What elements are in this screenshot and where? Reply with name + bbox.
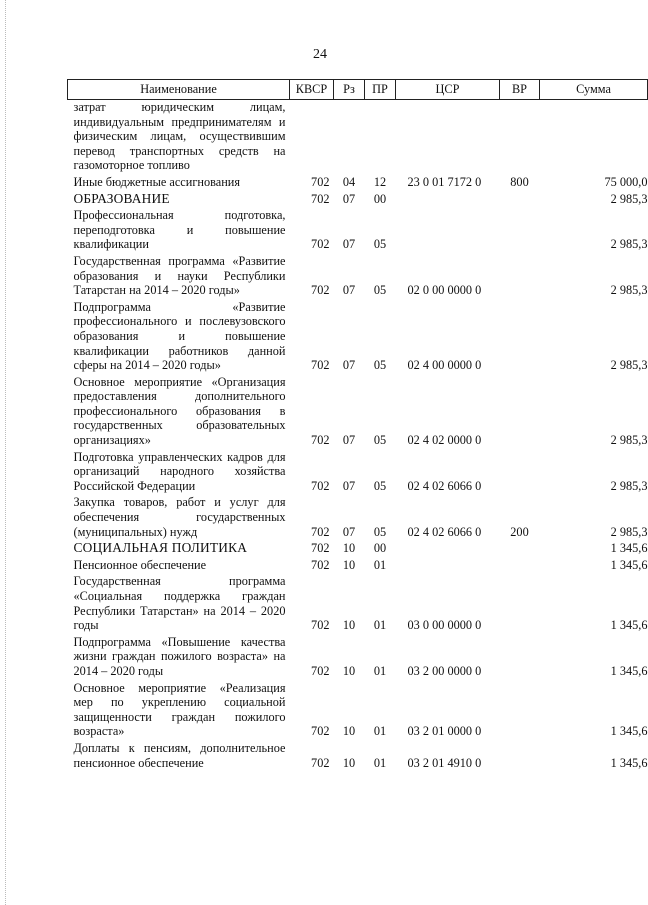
row-pr: 01 [373,724,387,739]
row-csr [396,208,500,254]
table-row [68,635,648,681]
row-rz: 10 [342,663,356,678]
table-row [68,192,648,209]
row-rz: 10 [342,724,356,739]
row-rz: 10 [342,541,356,556]
row-sum: 1 345,6 [610,541,648,556]
row-sum: 2 985,3 [610,237,648,252]
row-rz: 07 [342,237,356,252]
row-pr: 01 [373,755,387,770]
row-name: Подпрограмма «Развитие профессионального и послевузовского образования и повышение квалификации работников данной сферы на 2014 – 2020 годы» [73,299,286,373]
row-kvsr: 702 [311,755,330,770]
row-vr [500,300,540,375]
row-csr [396,541,500,558]
row-vr: 200 [510,524,529,539]
header-vr: ВР [500,80,540,100]
row-name: Подпрограмма «Повышение качества жизни граждан пожилого возраста» на 2014 – 2020 годы [73,634,286,678]
row-sum [540,100,648,175]
row-pr: 05 [373,283,387,298]
row-vr [500,450,540,496]
row-kvsr: 702 [311,283,330,298]
row-kvsr: 702 [311,433,330,448]
row-csr: 02 0 00 0000 0 [407,283,482,298]
page-number: 24 [313,47,327,62]
header-kvsr: КВСР [290,80,334,100]
row-sum: 1 345,6 [610,618,648,633]
row-rz: 07 [342,191,356,206]
row-csr: 03 0 00 0000 0 [407,618,482,633]
row-csr: 02 4 02 0000 0 [407,433,482,448]
table-row [68,300,648,375]
row-pr: 05 [373,433,387,448]
row-vr [500,741,540,772]
row-sum: 2 985,3 [610,358,648,373]
row-kvsr: 702 [311,358,330,373]
row-csr: 02 4 00 0000 0 [407,358,482,373]
header-name: Наименование [68,80,290,100]
table-row [68,254,648,300]
row-vr [500,541,540,558]
row-csr [396,192,500,209]
row-name: Основное мероприятие «Организация предоставления дополнительного профессионального образования в государственных образовательных организациях» [73,374,286,448]
table-row [68,208,648,254]
budget-table [67,79,648,772]
row-name: ОБРАЗОВАНИЕ [73,190,170,206]
row-name: Государственная программа «Развитие образования и науки Республики Татарстан на 2014 – 2020 годы» [73,253,286,298]
row-sum: 75 000,0 [604,174,648,189]
row-name: Подготовка управленческих кадров для организаций народного хозяйства Российской Федерации [73,449,286,493]
table-row [68,450,648,496]
row-csr [396,100,500,175]
row-name: СОЦИАЛЬНАЯ ПОЛИТИКА [73,540,248,556]
table-row [68,558,648,575]
row-vr [500,254,540,300]
row-csr: 02 4 02 6066 0 [407,524,482,539]
row-rz: 07 [342,283,356,298]
header-sum: Сумма [540,80,648,100]
row-rz: 10 [342,755,356,770]
row-pr: 05 [373,358,387,373]
table-header-row [68,80,648,100]
row-sum: 1 345,6 [610,663,648,678]
row-kvsr: 702 [311,724,330,739]
row-vr [500,681,540,741]
row-csr: 23 0 01 7172 0 [407,174,482,189]
table-row [68,100,648,175]
row-vr [500,100,540,175]
table-row [68,175,648,192]
row-vr [500,574,540,634]
row-kvsr [290,100,334,175]
row-csr [396,558,500,575]
row-rz: 07 [342,433,356,448]
row-name: Закупка товаров, работ и услуг для обеспечения государственных (муниципальных) нужд [73,495,286,539]
row-sum: 2 985,3 [610,433,648,448]
row-kvsr: 702 [311,237,330,252]
header-rz: Рз [334,80,365,100]
table-row [68,574,648,634]
row-kvsr: 702 [311,541,330,556]
header-pr: ПР [365,80,396,100]
row-sum: 2 985,3 [610,524,648,539]
row-csr: 03 2 01 4910 0 [407,755,482,770]
table-row [68,681,648,741]
row-pr [365,100,396,175]
row-rz: 07 [342,524,356,539]
row-csr: 02 4 02 6066 0 [407,478,482,493]
row-pr: 01 [373,663,387,678]
row-csr: 03 2 01 0000 0 [407,724,482,739]
row-sum: 1 345,6 [610,557,648,572]
row-kvsr: 702 [311,618,330,633]
row-rz [334,100,365,175]
row-rz: 07 [342,478,356,493]
scan-margin-line [5,0,7,905]
row-name: Государственная программа «Социальная поддержка граждан Республики Татарстан» на 2014 – 2020 годы [73,574,286,633]
row-pr: 00 [373,541,387,556]
row-vr [500,635,540,681]
row-sum: 1 345,6 [610,755,648,770]
row-vr: 800 [510,174,529,189]
row-pr: 00 [373,191,387,206]
row-kvsr: 702 [311,478,330,493]
row-csr: 03 2 00 0000 0 [407,663,482,678]
row-sum: 1 345,6 [610,724,648,739]
row-vr [500,208,540,254]
row-rz: 04 [342,174,356,189]
row-name: Профессиональная подготовка, переподготовка и повышение квалификации [73,208,286,252]
row-name: Основное мероприятие «Реализация мер по укреплению социальной защищенности граждан пожилого возраста» [73,680,286,739]
row-rz: 10 [342,618,356,633]
row-pr: 05 [373,478,387,493]
row-name: Иные бюджетные ассигнования [73,174,241,189]
table-row [68,741,648,772]
table-row [68,375,648,450]
row-kvsr: 702 [311,174,330,189]
row-pr: 05 [373,237,387,252]
table-row [68,541,648,558]
row-vr [500,375,540,450]
row-kvsr: 702 [311,663,330,678]
row-vr [500,558,540,575]
row-kvsr: 702 [311,191,330,206]
row-name: Доплаты к пенсиям, дополнительное пенсионное обеспечение [73,740,286,770]
row-vr [500,192,540,209]
row-sum: 2 985,3 [610,191,648,206]
row-kvsr: 702 [311,557,330,572]
table-row [68,495,648,541]
row-kvsr: 702 [311,524,330,539]
row-rz: 10 [342,557,356,572]
row-name: Пенсионное обеспечение [73,557,207,572]
row-pr: 01 [373,557,387,572]
row-pr: 01 [373,618,387,633]
row-rz: 07 [342,358,356,373]
row-pr: 05 [373,524,387,539]
row-name: затрат юридическим лицам, индивидуальным предпринимателям и физическим лицам, осуществившим перевод транспортных средств на газомоторное топливо [73,100,286,173]
header-csr: ЦСР [396,80,500,100]
row-sum: 2 985,3 [610,478,648,493]
row-pr: 12 [373,174,387,189]
row-sum: 2 985,3 [610,283,648,298]
